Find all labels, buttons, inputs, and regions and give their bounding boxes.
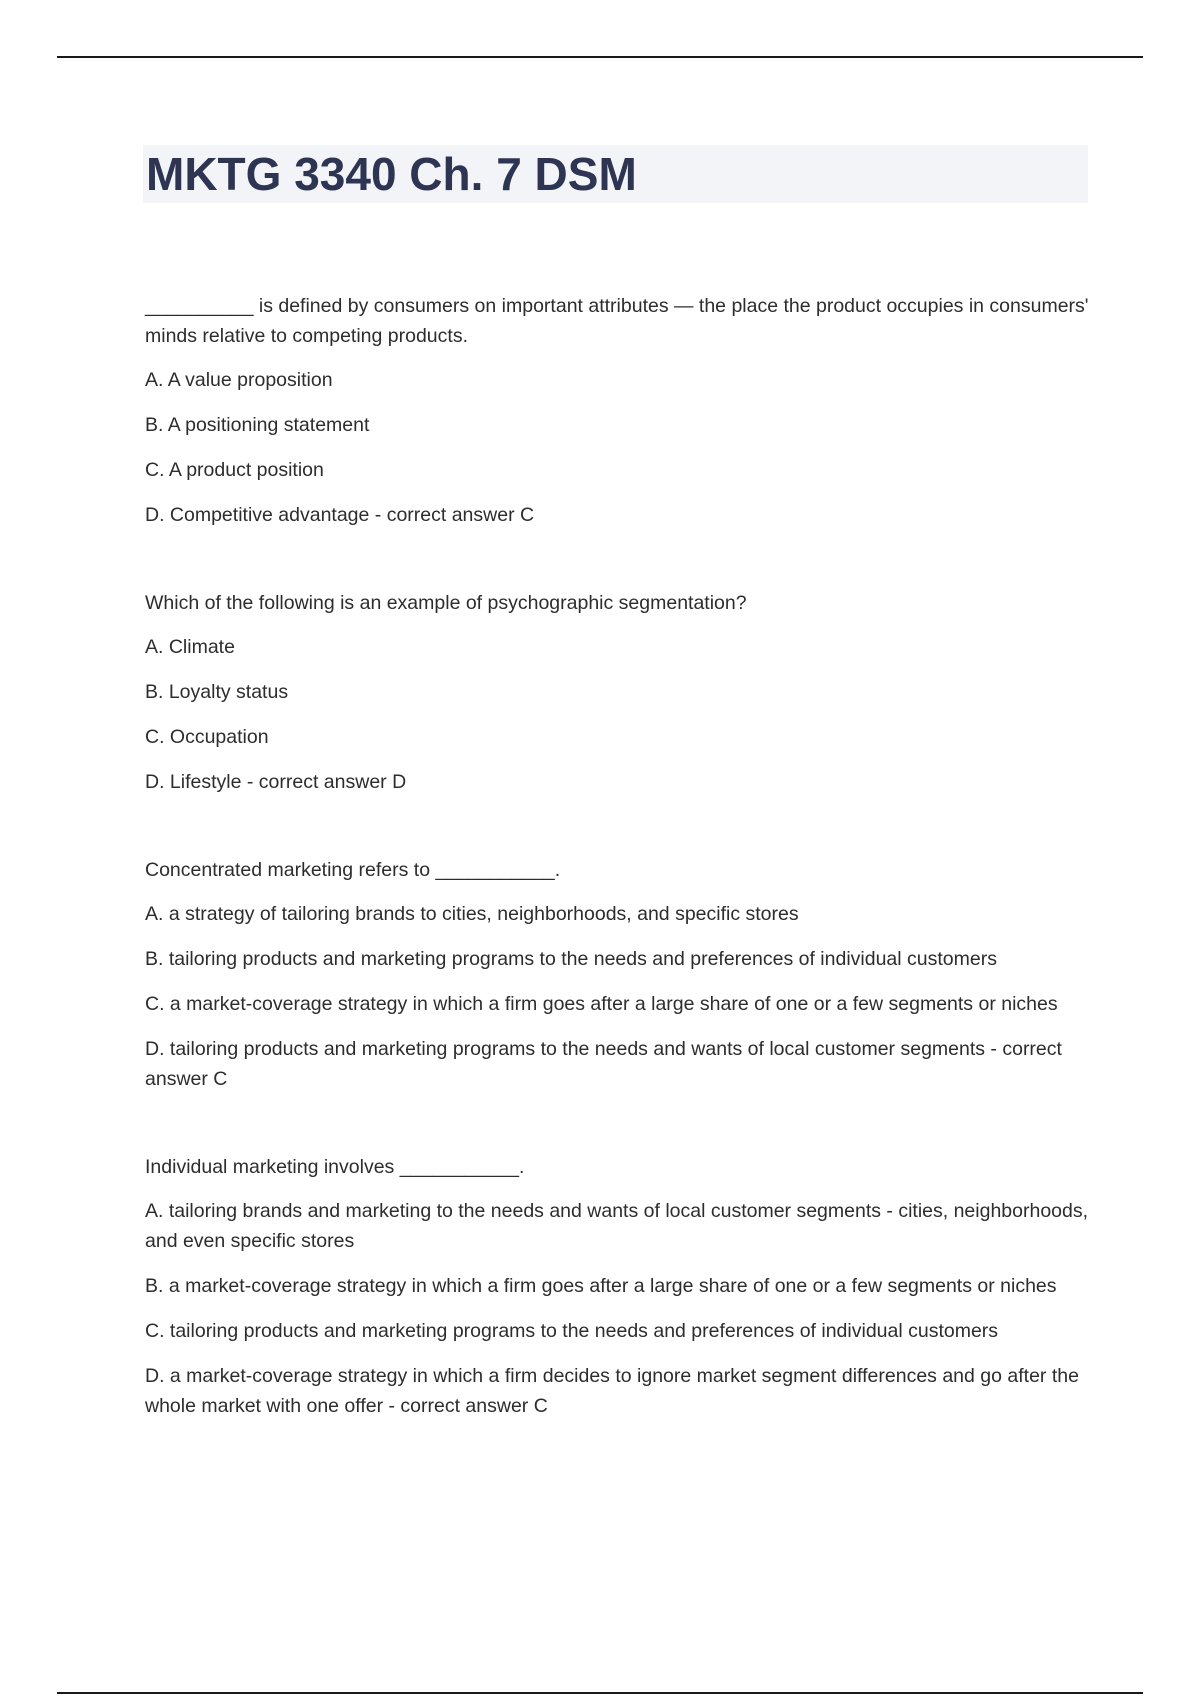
answer-option-d: D. tailoring products and marketing programs to the needs and wants of local customer segments - correct answer C: [145, 1038, 1062, 1090]
question-4: [145, 1152, 1090, 1421]
question-prompt: Individual marketing involves ___________.: [145, 1156, 525, 1178]
answer-option-d: D. a market-coverage strategy in which a firm decides to ignore market segment differences and go after the whole market with one offer - correct answer C: [145, 1365, 1079, 1417]
document-title: MKTG 3340 Ch. 7 DSM: [146, 148, 637, 200]
question-prompt: Concentrated marketing refers to ___________.: [145, 859, 561, 881]
answer-option-a: A. tailoring brands and marketing to the needs and wants of local customer segments - cities, neighborhoods, and even specific stores: [145, 1200, 1089, 1252]
answer-option-d: D. Competitive advantage - correct answer C: [145, 504, 535, 526]
top-rule: [57, 56, 1143, 58]
answer-option-c: C. Occupation: [145, 726, 269, 748]
question-2: [145, 588, 1090, 797]
answer-option-d: D. Lifestyle - correct answer D: [145, 771, 407, 793]
answer-option-c: C. A product position: [145, 459, 324, 481]
answer-option-b: B. tailoring products and marketing programs to the needs and preferences of individual customers: [145, 948, 997, 970]
answer-option-a: A. a strategy of tailoring brands to cities, neighborhoods, and specific stores: [145, 903, 799, 925]
answer-option-a: A. Climate: [145, 636, 235, 658]
bottom-rule: [57, 1692, 1143, 1694]
question-list: [145, 291, 1090, 1421]
answer-option-b: B. Loyalty status: [145, 681, 289, 703]
answer-option-c: C. tailoring products and marketing programs to the needs and preferences of individual customers: [145, 1320, 999, 1342]
answer-option-b: B. A positioning statement: [145, 414, 370, 436]
question-prompt: Which of the following is an example of psychographic segmentation?: [145, 592, 747, 614]
answer-option-c: C. a market-coverage strategy in which a firm goes after a large share of one or a few segments or niches: [145, 993, 1058, 1015]
answer-option-b: B. a market-coverage strategy in which a firm goes after a large share of one or a few segments or niches: [145, 1275, 1057, 1297]
question-prompt: __________ is defined by consumers on important attributes — the place the product occupies in consumers' minds relative to competing products.: [145, 295, 1089, 347]
answer-option-a: A. A value proposition: [145, 369, 333, 391]
question-1: [145, 291, 1090, 530]
question-3: [145, 855, 1090, 1094]
